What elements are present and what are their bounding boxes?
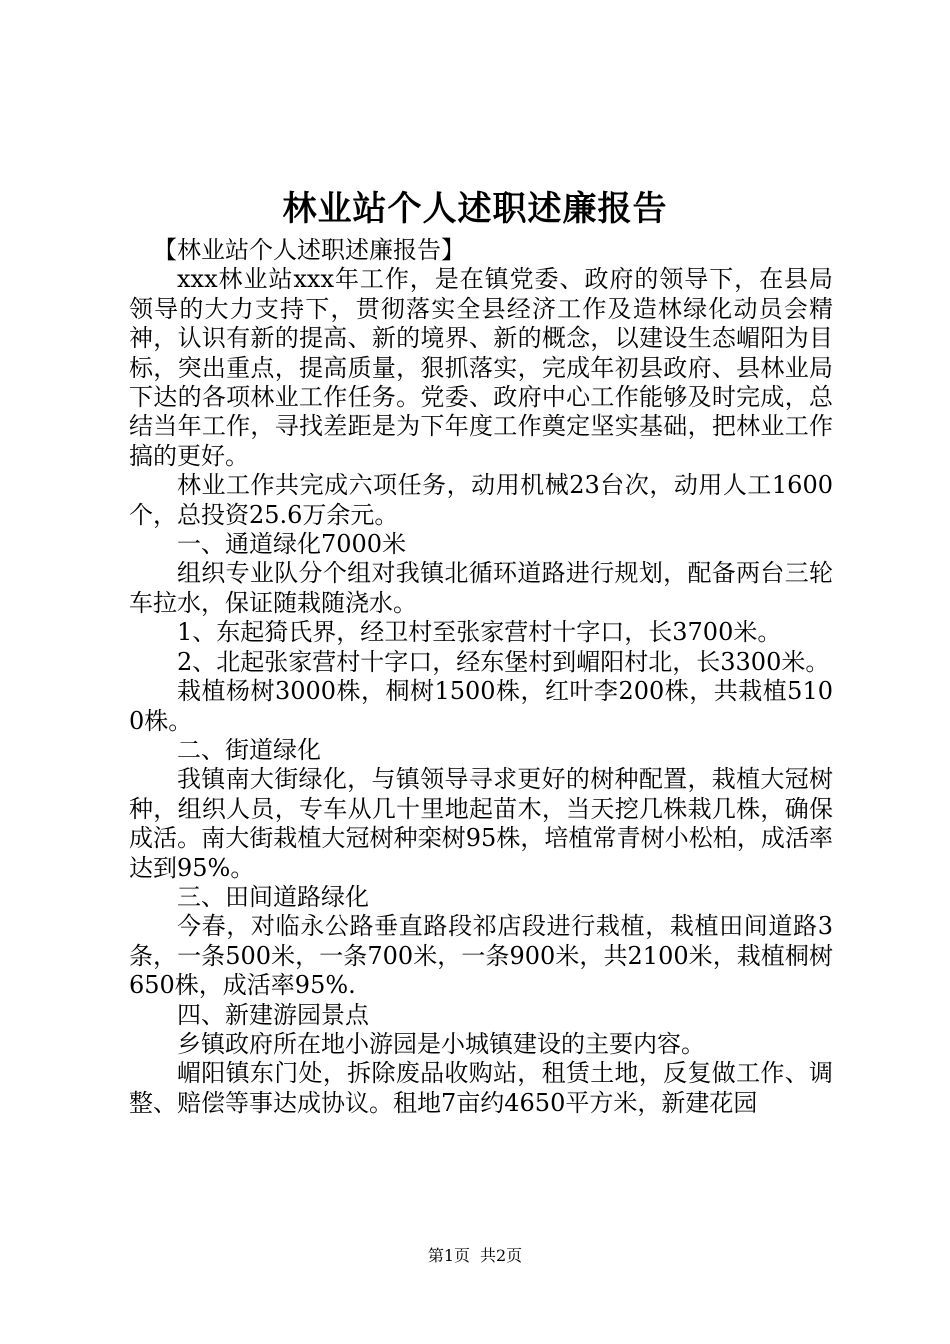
paragraph-section-4a: 乡镇政府所在地小游园是小城镇建设的主要内容。 [177,1029,705,1058]
paragraph-intro: xxx林业站xxx年工作，是在镇党委、政府的领导下，在县局领导的大力支持下，贯彻落实全县经济工作及造林绿化动员会精神，认识有新的提高、新的境界、新的概念，以建设生态嵋阳为目标，突出重点，提高质量，狠抓落实，完成年初县政府、县林业局下达的各项林业工作任务。党委、政府中心工作能够及时完成，总结当年工作，寻找差距是为下年度工作奠定坚实基础，把林业工作搞的更好。 [129,265,833,470]
paragraph-section-3: 今春，对临永公路垂直路段祁店段进行栽植，栽植田间道路3条，一条500米，一条700米，一条900米，共2100米，栽植桐树650株，成活率95%. [129,912,833,1000]
list-item-2: 2、北起张家营村十字口，经东堡村到嵋阳村北，长3300米。 [177,647,830,676]
page-number: 第1页 [427,1246,470,1265]
list-item-1: 1、东起猗氏界，经卫村至张家营村十字口，长3700米。 [177,618,782,647]
paragraph-summary: 林业工作共完成六项任务，动用机械23台次，动用人工1600个，总投资25.6万余元。 [129,471,833,529]
paragraph-section-2: 我镇南大街绿化，与镇领导寻求更好的树种配置，栽植大冠树种，组织人员，专车从几十里地起苗木，当天挖几株栽几株，确保成活。南大街栽植大冠树种栾树95株，培植常青树小松柏，成活率达到95%。 [129,765,833,882]
paragraph-section-4b: 嵋阳镇东门处，拆除废品收购站，租赁土地，反复做工作、调整、赔偿等事达成协议。租地7亩约4650平方米，新建花园 [129,1059,833,1117]
page-footer [0,1246,950,1266]
paragraph-heading-bracket: 【林业站个人述职述廉报告】 [153,236,465,264]
document-title: 林业站个人述职述廉报告 [282,189,668,229]
section-heading-2: 二、街道绿化 [177,735,321,764]
paragraph-planting: 栽植杨树3000株，桐树1500株，红叶李200株，共栽植5100株。 [129,677,833,735]
paragraph-section-1: 组织专业队分个组对我镇北循环道路进行规划，配备两台三轮车拉水，保证随栽随浇水。 [129,559,833,617]
section-heading-3: 三、田间道路绿化 [177,882,369,911]
document-body [129,236,833,1118]
section-heading-1: 一、通道绿化7000米 [177,530,407,559]
page-total: 共2页 [480,1246,523,1265]
section-heading-4: 四、新建游园景点 [177,1000,369,1029]
